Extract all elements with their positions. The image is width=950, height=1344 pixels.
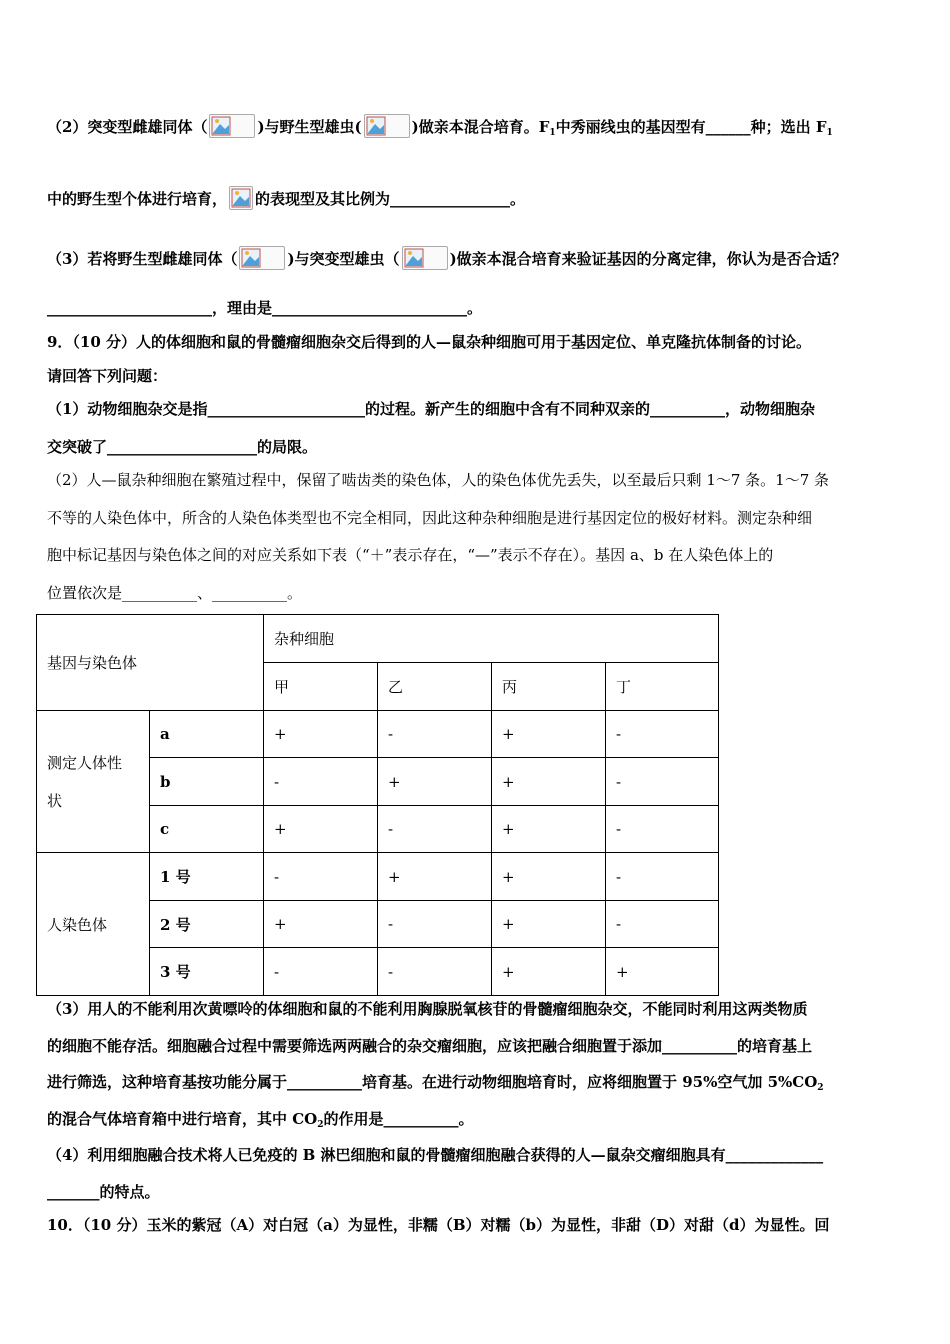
col-header: 甲 [264, 663, 378, 711]
row-label: 1 号 [150, 853, 264, 901]
q9-part2-line4: 位置依次是__________、__________。 [47, 584, 303, 602]
table-row [37, 711, 719, 758]
q9-part3-line3: 进行筛选，这种培育基按功能分属于__________培育基。在进行动物细胞培育时，应将细胞置于 95%空气加 $5\%CO_2$ [47, 1073, 824, 1093]
table-cell: - [606, 758, 719, 806]
q8-part2-line1: （2）突变型雌雄同体（ )与野生型雄虫( )做亲本混合培育。$F_1$中秀丽线虫的基因型有______种；选出 $F_1$ [47, 114, 833, 144]
table-cell: + [264, 901, 378, 948]
gene-chromosome-table [36, 614, 719, 996]
table-cell: - [378, 806, 492, 853]
q9-part4-line2: _______的特点。 [47, 1183, 160, 1201]
table-cell: - [264, 853, 378, 901]
table-cell: + [378, 758, 492, 806]
table-cell: + [492, 901, 606, 948]
table-cell: - [606, 901, 719, 948]
table-cell: - [378, 901, 492, 948]
table-cell: - [378, 711, 492, 758]
q9-part4-line1: （4）利用细胞融合技术将人已免疫的 B 淋巴细胞和鼠的骨髓瘤细胞融合获得的人—鼠杂交瘤细胞具有_____________ [47, 1146, 824, 1164]
q9-part2-line3: 胞中标记基因与染色体之间的对应关系如下表（“＋”表示存在，“—”表示不存在）。基因 a、b 在人染色体上的 [47, 546, 774, 564]
row-label: c [150, 806, 264, 853]
q9-part2-line2: 不等的人染色体中，所含的人染色体类型也不完全相同，因此这种杂种细胞是进行基因定位的极好材料。测定杂种细 [47, 509, 813, 527]
q9-intro-line2: 请回答下列问题： [47, 367, 168, 385]
table-cell: - [606, 853, 719, 901]
table-cell: + [492, 948, 606, 996]
row-label: 3 号 [150, 948, 264, 996]
table-cell: + [264, 806, 378, 853]
q9-part2-line1: （2）人—鼠杂种细胞在繁殖过程中，保留了啮齿类的染色体，人的染色体优先丢失，以至最后只剩 1～7 条。1～7 条 [47, 471, 830, 489]
row-label: a [150, 711, 264, 758]
table-cell: + [378, 853, 492, 901]
hybrid-cell-header: 杂种细胞 [264, 615, 719, 663]
table-cell: + [492, 806, 606, 853]
q8-part2-line2: 中的野生型个体进行培育， 的表现型及其比例为________________。 [47, 186, 525, 210]
image-placeholder-icon [229, 186, 253, 210]
col-header: 丁 [606, 663, 719, 711]
col-header: 丙 [492, 663, 606, 711]
image-placeholder-icon [364, 114, 410, 138]
q8-part3-line1: （3）若将野生型雌雄同体（ )与突变型雄虫（ )做亲本混合培育来验证基因的分离定律，你认为是否合适？ [47, 246, 847, 270]
table-cell: + [264, 711, 378, 758]
table-cell: + [492, 758, 606, 806]
image-placeholder-icon [239, 246, 285, 270]
table-cell: + [606, 948, 719, 996]
q9-part3-line4: 的混合气体培育箱中进行培育，其中 $CO_2$的作用是__________。 [47, 1110, 474, 1130]
table-cell: - [606, 806, 719, 853]
image-placeholder-icon [402, 246, 448, 270]
q9-intro-line1: 9．（10 分）人的体细胞和鼠的骨髓瘤细胞杂交后得到的人—鼠杂种细胞可用于基因定位、单克隆抗体制备的讨论。 [47, 333, 812, 351]
q9-part1-line2: 交突破了____________________的局限。 [47, 438, 318, 456]
col-header: 乙 [378, 663, 492, 711]
q9-part3-line1: （3）用人的不能利用次黄嘌呤的体细胞和鼠的不能利用胸腺脱氧核苷的骨髓瘤细胞杂交，不能同时利用这两类物质 [47, 1000, 808, 1018]
q8-part3-line2: ______________________，理由是__________________________。 [47, 299, 483, 317]
table-row [37, 853, 719, 901]
table-cell: + [492, 711, 606, 758]
group-label-traits: 测定人体性状 [37, 711, 150, 853]
image-placeholder-icon [209, 114, 255, 138]
table-cell: - [378, 948, 492, 996]
row-label: b [150, 758, 264, 806]
table-cell: + [492, 853, 606, 901]
table-cell: - [606, 711, 719, 758]
group-label-chromosome: 人染色体 [37, 853, 150, 996]
row-label: 2 号 [150, 901, 264, 948]
table-cell: - [264, 758, 378, 806]
q10-intro-line1: 10．（10 分）玉米的紫冠（A）对白冠（a）为显性，非糯（B）对糯（b）为显性，非甜（D）对甜（d）为显性。回 [47, 1216, 830, 1234]
q9-part3-line2: 的细胞不能存活。细胞融合过程中需要筛选两两融合的杂交瘤细胞，应该把融合细胞置于添加__________的培育基上 [47, 1037, 813, 1055]
table-corner-header: 基因与染色体 [37, 615, 264, 711]
table-cell: - [264, 948, 378, 996]
q9-part1-line1: （1）动物细胞杂交是指_____________________的过程。新产生的细胞中含有不同种双亲的__________，动物细胞杂 [47, 400, 815, 418]
